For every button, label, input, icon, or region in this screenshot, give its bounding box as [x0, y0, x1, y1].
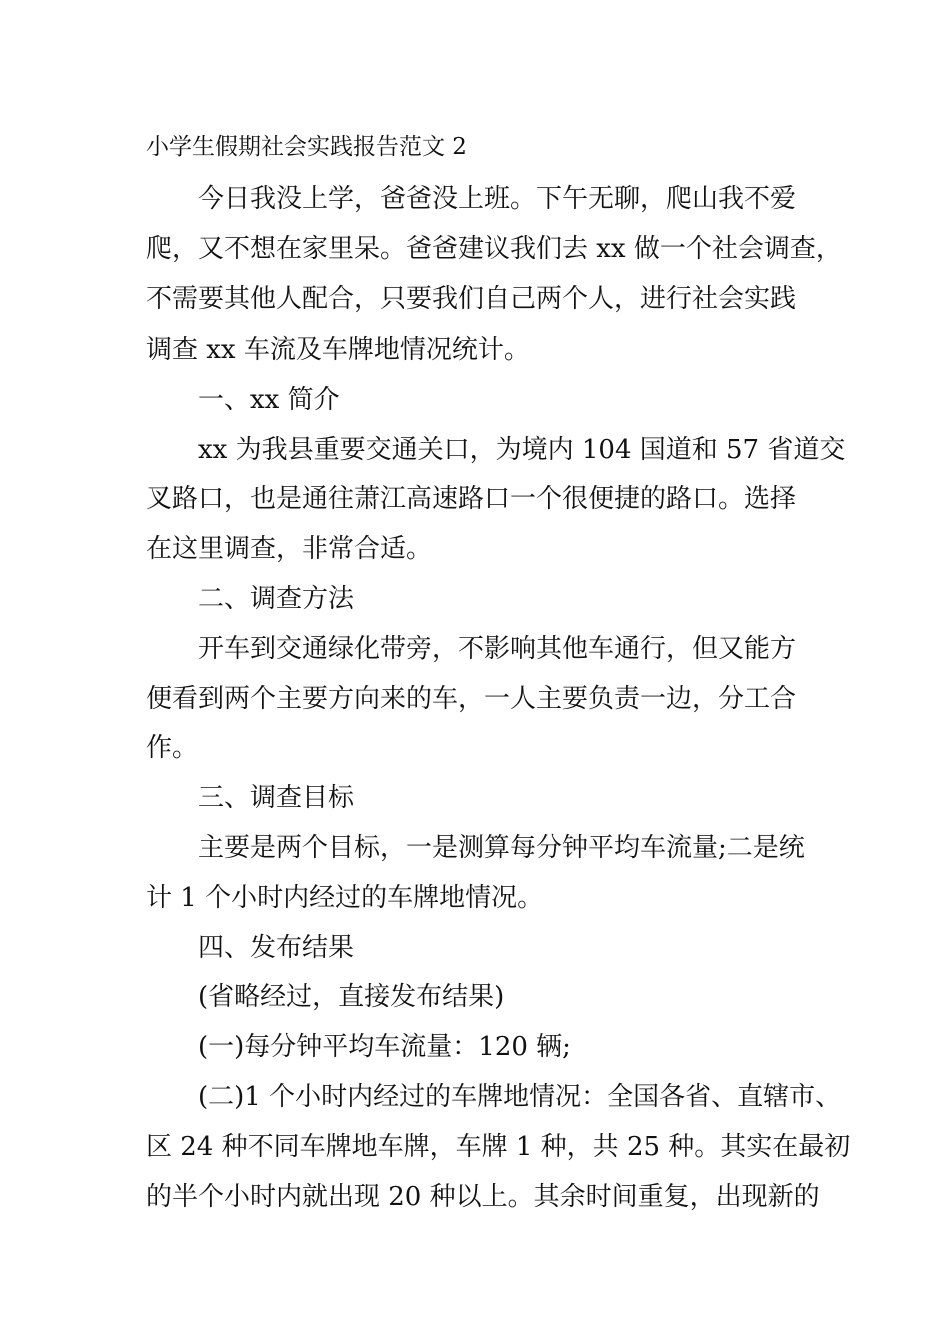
section-heading: 二、调查方法 [198, 584, 355, 614]
text-line: 的半个小时内就出现 20 种以上。其余时间重复，出现新的 [146, 1182, 820, 1212]
text-line: 主要是两个目标，一是测算每分钟平均车流量;二是统 [198, 833, 805, 863]
text-line: 叉路口，也是通往萧江高速路口一个很便捷的路口。选择 [146, 484, 797, 514]
section-heading: 一、xx 简介 [198, 385, 340, 415]
text-line: 在这里调查，非常合适。 [146, 534, 433, 564]
section-heading: 四、发布结果 [198, 933, 355, 963]
text-line: (一)每分钟平均车流量：120 辆; [198, 1032, 571, 1062]
text-line: 爬，又不想在家里呆。爸爸建议我们去 xx 做一个社会调查， [146, 234, 842, 264]
text-line: xx 为我县重要交通关口，为境内 104 国道和 57 省道交 [198, 435, 846, 465]
text-line: 区 24 种不同车牌地车牌，车牌 1 种，共 25 种。其实在最初 [146, 1132, 851, 1162]
text-line: 不需要其他人配合，只要我们自己两个人，进行社会实践 [146, 284, 797, 314]
text-line: (二)1 个小时内经过的车牌地情况：全国各省、直辖市、 [198, 1082, 842, 1112]
document-title: 小学生假期社会实践报告范文 2 [146, 134, 467, 160]
text-line: 便看到两个主要方向来的车，一人主要负责一边，分工合 [146, 684, 797, 714]
text-line: 开车到交通绿化带旁，不影响其他车通行，但又能方 [198, 634, 797, 664]
text-line: 今日我没上学，爸爸没上班。下午无聊，爬山我不爱 [198, 184, 797, 214]
section-heading: 三、调查目标 [198, 783, 355, 813]
text-line: (省略经过，直接发布结果) [198, 982, 505, 1012]
text-line: 作。 [146, 733, 199, 763]
text-line: 计 1 个小时内经过的车牌地情况。 [146, 883, 544, 913]
text-line: 调查 xx 车流及车牌地情况统计。 [146, 335, 530, 365]
